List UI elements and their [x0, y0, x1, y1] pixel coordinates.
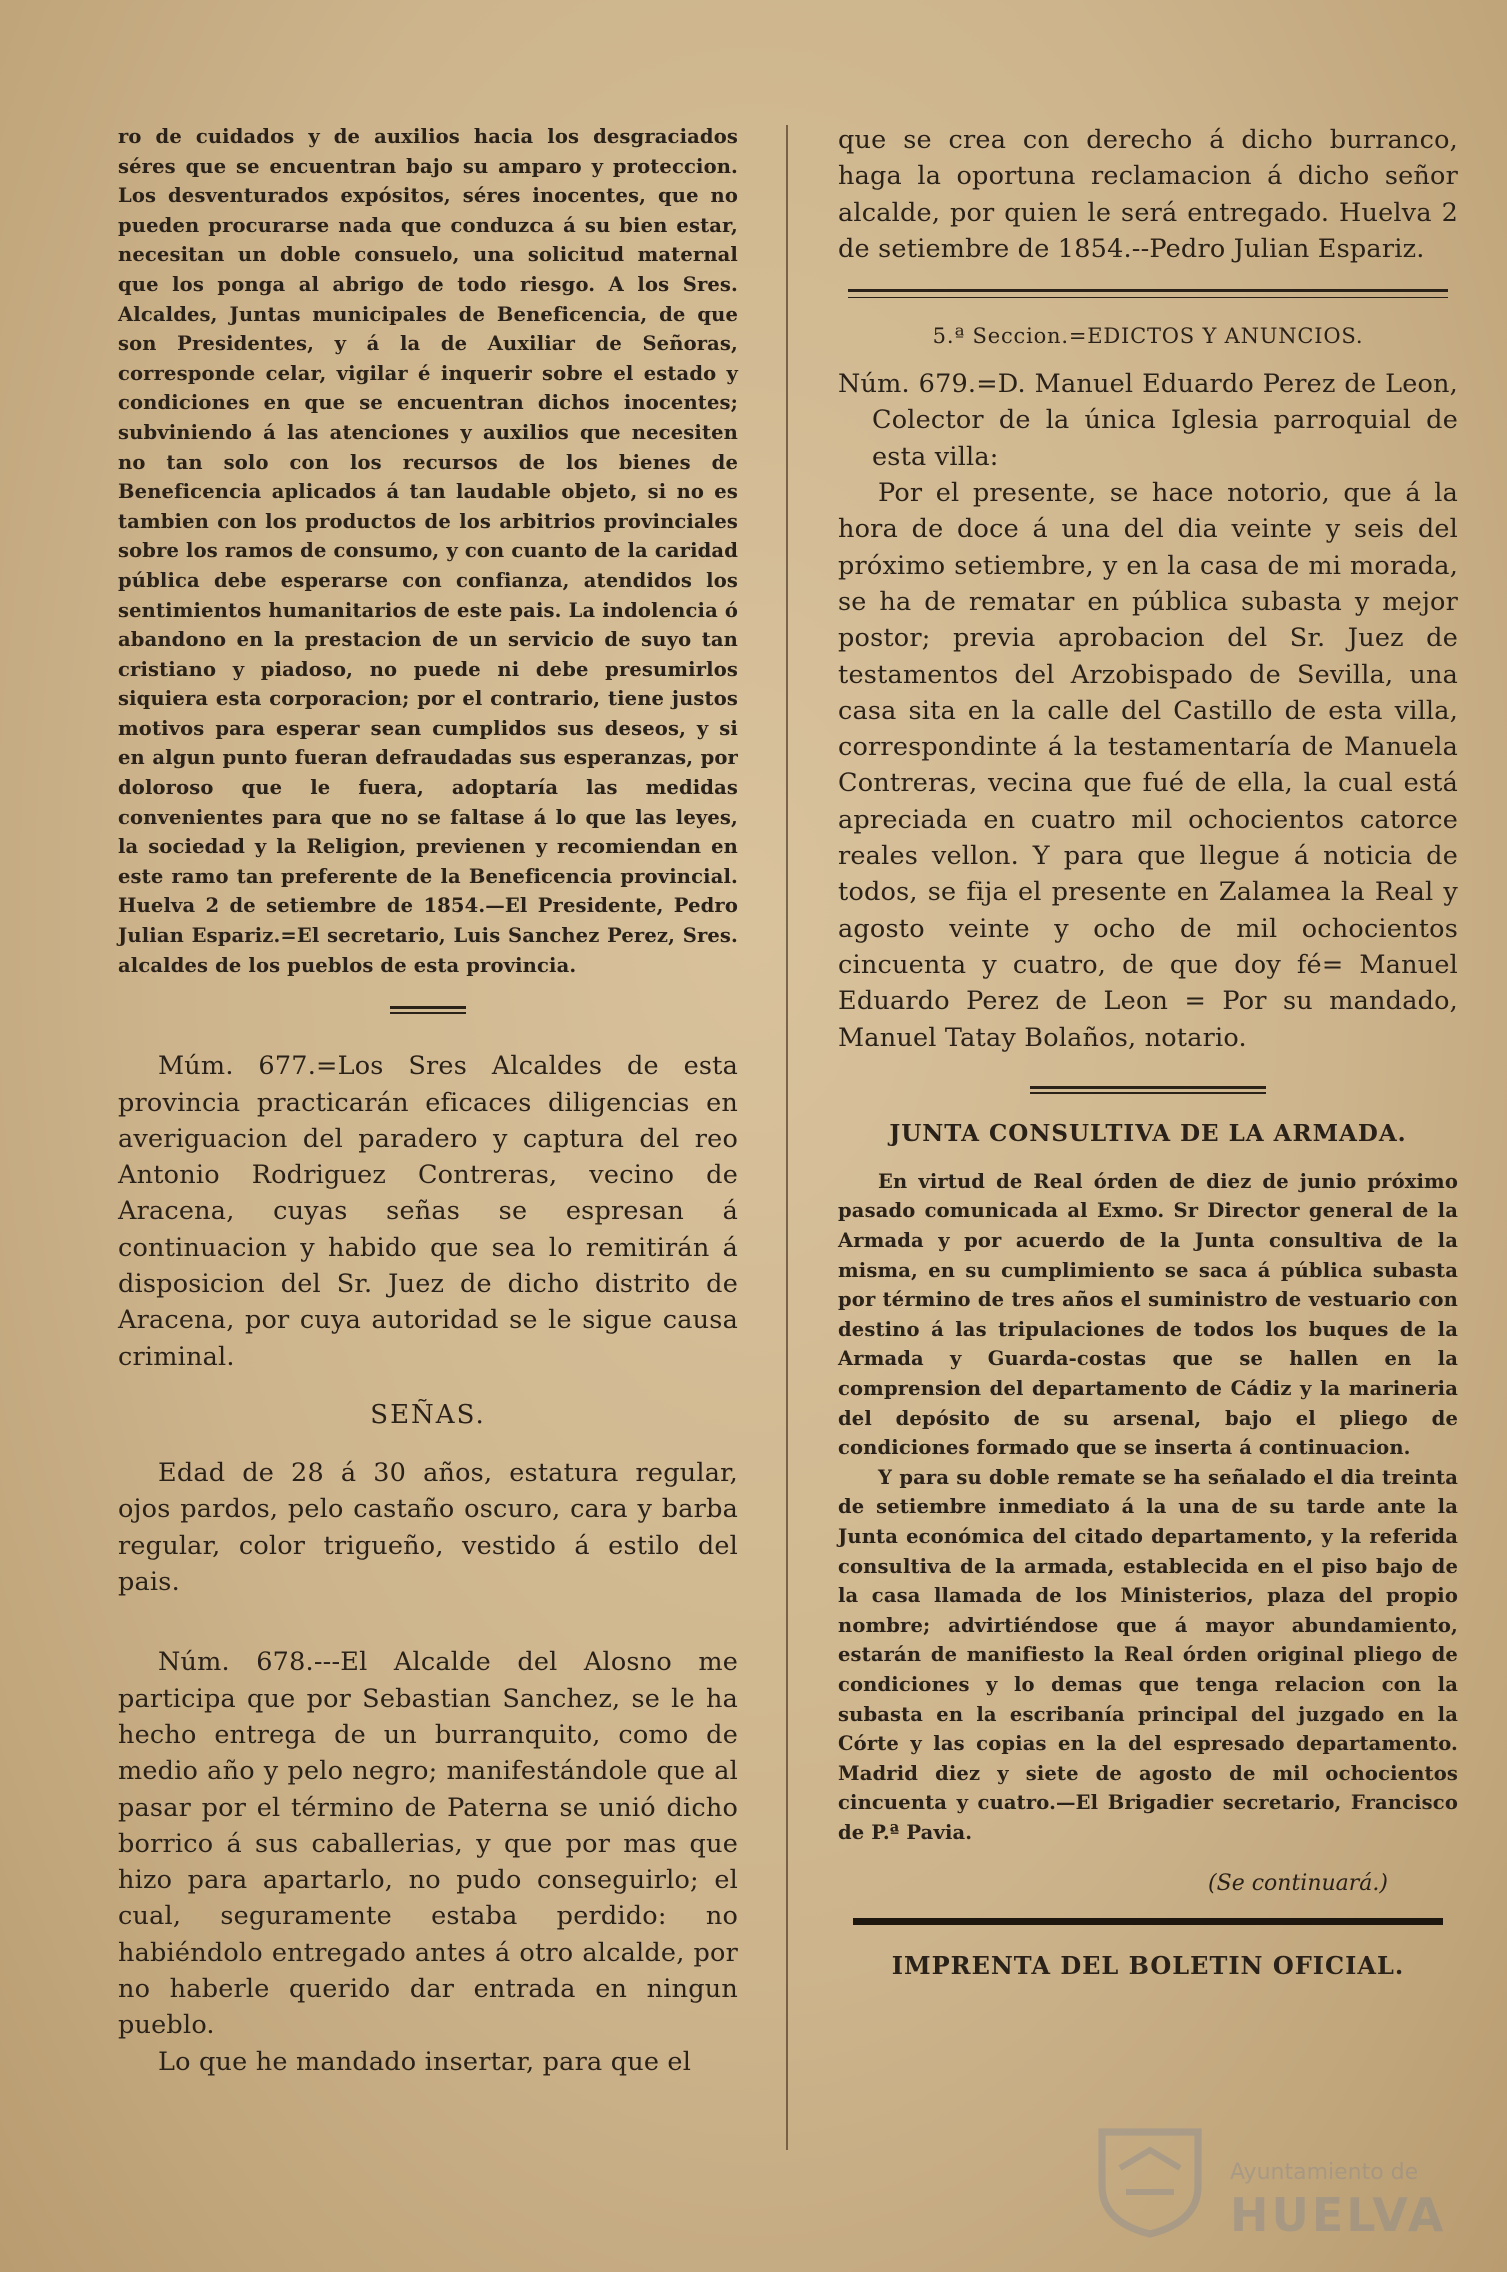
left-column: [118, 122, 738, 2080]
continuation-note: (Se continuará.): [1208, 1871, 1388, 1897]
notice-678: Núm. 678.---El Alcalde del Alosno me participa que por Sebastian Sanchez, se le ha hecho entrega de un burranquito, como de medio año y pelo negro; manifestándole que al pasar por el término de Paterna se unió dicho borrico á sus caballerias, y que por mas que hizo para apartarlo, no pudo conseguirlo; el cual, seguramente estaba perdido: no habiéndolo entregado antes á otro alcalde, por no haberle querido dar entrada en ningun pueblo.: [118, 1647, 738, 2041]
short-ornament-rule: [390, 1006, 466, 1014]
watermark-line-1: Ayuntamiento de: [1230, 2160, 1419, 2185]
beneficencia-paragraph: ro de cuidados y de auxilios hacia los desgraciados séres que se encuentran bajo su amparo y proteccion. Los desventurados expósitos, séres inocentes, que no pueden procurarse nada que conduzca á su bien estar, necesitan un doble consuelo, una solicitud maternal que los ponga al abrigo de todo riesgo. A los Sres. Alcaldes, Juntas municipales de Beneficencia, de que son Presidentes, y á la de Auxiliar de Señoras, corresponde celar, vigilar é inquerir sobre el estado y condiciones en que se encuentran dichos inocentes; subviniendo á las atenciones y auxilios que necesiten no tan solo con los recursos de los bienes de Beneficencia aplicados á tan laudable objeto, si no es tambien con los productos de los arbitrios provinciales sobre los ramos de consumo, y con cuanto de la caridad pública debe esperarse con confianza, atendidos los sentimientos humanitarios de este pais. La indolencia ó abandono en la prestacion de un servicio de suyo tan cristiano y piadoso, no puede ni debe presumirlos siquiera esta corporacion; por el contrario, tiene justos motivos para esperar sean cumplidos sus deseos, y si en algun punto fueran defraudadas sus esperanzas, por doloroso que le fuera, adoptaría las medidas convenientes para que no se faltase á lo que las leyes, la sociedad y la Religion, previenen y recomiendan en este ramo tan preferente de la Beneficencia provincial. Huelva 2 de setiembre de 1854.—El Presidente, Pedro Julian Espariz.=El secretario, Luis Sanchez Perez, Sres. alcaldes de los pueblos de esta provincia.: [118, 125, 738, 977]
right-column: [838, 122, 1458, 1980]
watermark: [1090, 2110, 1470, 2270]
junta-heading: JUNTA CONSULTIVA DE LA ARMADA.: [889, 1119, 1407, 1147]
section-rule: [848, 289, 1448, 298]
printer-footer: IMPRENTA DEL BOLETIN OFICIAL.: [891, 1951, 1405, 1981]
notice-679-heading: Núm. 679.=D. Manuel Eduardo Perez de Leon, Colector de la única Iglesia parroquial de esta villa:: [838, 369, 1458, 472]
column-divider: [786, 125, 788, 2150]
senas-heading: SEÑAS.: [370, 1399, 486, 1430]
senas-description: Edad de 28 á 30 años, estatura regular, ojos pardos, pelo castaño oscuro, cara y barba regular, color trigueño, vestido á estilo del pais.: [118, 1458, 738, 1598]
junta-paragraph-1: En virtud de Real órden de diez de junio próximo pasado comunicada al Exmo. Sr Director general de la Armada y por acuerdo de la Junta consultiva de la misma, en su cumplimiento se saca á pública subasta por término de tres años el suministro de vestuario con destino á las tripulaciones de todos los buques de la Armada y Guarda-costas que se hallen en la comprension del departamento de Cádiz y la marineria del depósito de su arsenal, bajo el pliego de condiciones formado que se inserta á continuacion.: [838, 1169, 1458, 1460]
junta-paragraph-2: Y para su doble remate se ha señalado el dia treinta de setiembre inmediato á la una de su tarde ante la Junta económica del citado departamento, y la referida consultiva de la armada, establecida en el piso bajo de la casa llamada de los Ministerios, plaza del propio nombre; advirtiéndose que á mayor abundamiento, estarán de manifiesto la Real órden original pliego de condiciones y lo demas que tenga relacion con la subasta en la escribanía principal del juzgado en la Córte y las copias en la del espresado departamento. Madrid diez y siete de agosto de mil ochocientos cincuenta y cuatro.—El Brigadier secretario, Francisco de P.ª Pavia.: [838, 1465, 1458, 1844]
footer-rule: [853, 1918, 1443, 1925]
section-heading: 5.ª Seccion.=EDICTOS Y ANUNCIOS.: [932, 324, 1364, 349]
shield-crest-icon: [1090, 2120, 1210, 2240]
notice-679-body: Por el presente, se hace notorio, que á la hora de doce á una del dia veinte y seis del próximo setiembre, y en la casa de mi morada, se ha de rematar en pública subasta y mejor postor; previa aprobacion del Sr. Juez de testamentos del Arzobispado de Sevilla, una casa sita en la calle del Castillo de esta villa, correspondinte á la testamentaría de Manuela Contreras, vecina que fué de ella, la cual está apreciada en cuatro mil ochocientos catorce reales vellon. Y para que llegue á noticia de todos, se fija el presente en Zalamea la Real y agosto veinte y ocho de mil ochocientos cincuenta y cuatro, de que doy fé= Manuel Eduardo Perez de Leon = Por su mandado, Manuel Tatay Bolaños, notario.: [838, 478, 1458, 1053]
ornament-rule: [1030, 1086, 1266, 1094]
notice-678-continued: Lo que he mandado insertar, para que el: [158, 2046, 692, 2077]
notice-678-conclusion: que se crea con derecho á dicho burranco, haga la oportuna reclamacion á dicho señor alcalde, por quien le será entregado. Huelva 2 de setiembre de 1854.--Pedro Julian Espariz.: [838, 125, 1458, 264]
notice-677: Múm. 677.=Los Sres Alcaldes de esta provincia practicarán eficaces diligencias en averiguacion del paradero y captura del reo Antonio Rodriguez Contreras, vecino de Aracena, cuyas señas se espresan á continuacion y habido que sea lo remitirán á disposicion del Sr. Juez de dicho distrito de Aracena, por cuya autoridad se le sigue causa criminal.: [118, 1051, 738, 1372]
watermark-line-2: HUELVA: [1230, 2188, 1447, 2242]
